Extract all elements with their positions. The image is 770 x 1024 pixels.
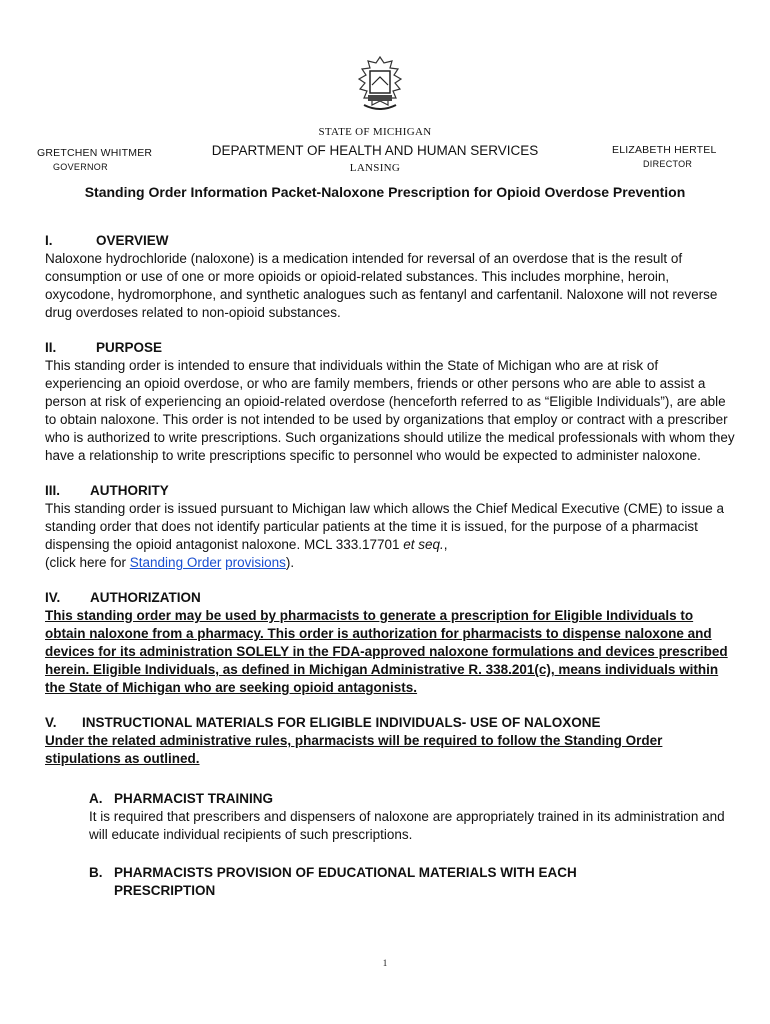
click-prefix: (click here for [45,555,130,570]
department-name: DEPARTMENT OF HEALTH AND HUMAN SERVICES [211,143,539,158]
section-authorization-body: This standing order may be used by pharmacists to generate a prescription for Eligible Individuals to obtain naloxone from a pharmacy. This order is authorization for pharmacists to dispense naloxone and devices for its administration SOLELY in the FDA-approved naloxone formulations and devices prescribed herein. Eligible Individuals, as defined in Michigan Administrative R. 338.201(c), means individuals within the State of Michigan who are seeking opioid antagonists. [45,608,728,695]
city-name: LANSING [349,162,401,174]
section-instructional-heading [45,714,735,732]
section-number: I. [45,233,53,248]
click-suffix: ). [285,555,295,570]
section-instructional-body: Under the related administrative rules, pharmacists will be required to follow the Standing Order stipulations as outlined. [45,733,663,766]
subsection-a-body: It is required that prescribers and dispensers of naloxone are appropriately trained in its administration and will educate individual recipients of such prescriptions. [89,809,725,842]
section-number: II. [45,340,57,355]
section-heading: OVERVIEW [96,233,169,248]
director-title: DIRECTOR [643,159,693,169]
state-seal-image [354,55,406,115]
provisions-link[interactable]: provisions [225,555,286,570]
section-number: IV. [45,590,61,605]
section-overview-heading [45,232,735,250]
section-heading: INSTRUCTIONAL MATERIALS FOR ELIGIBLE INDIVIDUALS- USE OF NALOXONE [82,715,601,730]
section-authorization-heading [45,589,735,607]
section-purpose-heading [45,339,735,357]
section-number: III. [45,483,61,498]
authority-text: This standing order is issued pursuant to Michigan law which allows the Chief Medical Executive (CME) to issue a standing order that does not identify particular patients at the time it is issued, for the purpose of a pharmacist dispensing the opioid antagonist naloxone. MCL 333.17701 [45,501,725,552]
subsection-heading-line1: PHARMACISTS PROVISION OF EDUCATIONAL MATERIALS WITH EACH [114,865,577,880]
section-overview-body: Naloxone hydrochloride (naloxone) is a medication intended for reversal of an overdose that is the result of consumption or use of one or more opioids or opioid-related substances. This includes morphine, heroin, oxycodone, hydromorphone, and synthetic analogues such as fentanyl and carfentanil. Naloxone will not reverse drug overdoses related to non-opioid substances. [45,251,718,320]
section-heading: AUTHORIZATION [90,590,201,605]
section-purpose-body: This standing order is intended to ensure that individuals within the State of Michigan who are at risk of experiencing an opioid overdose, or who are family members, friends or other persons who are able to assist a person at risk of experiencing an opioid-related overdose (henceforth referred to as “Eligible Individuals”), are able to obtain naloxone. This order is not intended to be used by organizations that employ or contract with a prescriber who is authorized to write prescriptions. Such organizations should utilize the medical professionals with whom they have a relationship to write prescriptions specific to personnel who would be expected to administer naloxone. [45,358,735,463]
standing-order-link[interactable]: Standing Order [129,555,222,570]
subsection-heading-line2: PRESCRIPTION [114,883,216,898]
governor-name: GRETCHEN WHITMER [37,147,153,159]
page-number: 1 [382,958,388,968]
governor-title: GOVERNOR [53,162,108,172]
section-heading: PURPOSE [96,340,163,355]
subsection-b-heading [89,864,735,900]
comma: , [443,537,448,552]
section-authority-body [45,500,735,572]
section-heading: AUTHORITY [90,483,169,498]
section-authority-heading [45,482,735,500]
subsection-heading: PHARMACIST TRAINING [114,791,273,806]
document-title: Standing Order Information Packet-Naloxone Prescription for Opioid Overdose Prevention [84,184,686,200]
et-seq-text: et seq. [403,537,444,552]
subsection-a-heading [89,790,735,808]
document-body [45,232,735,900]
subsection-label: A. [89,791,103,806]
director-name: ELIZABETH HERTEL [612,144,717,156]
state-name: STATE OF MICHIGAN [318,126,432,138]
subsection-label: B. [89,865,103,880]
section-number: V. [45,715,57,730]
